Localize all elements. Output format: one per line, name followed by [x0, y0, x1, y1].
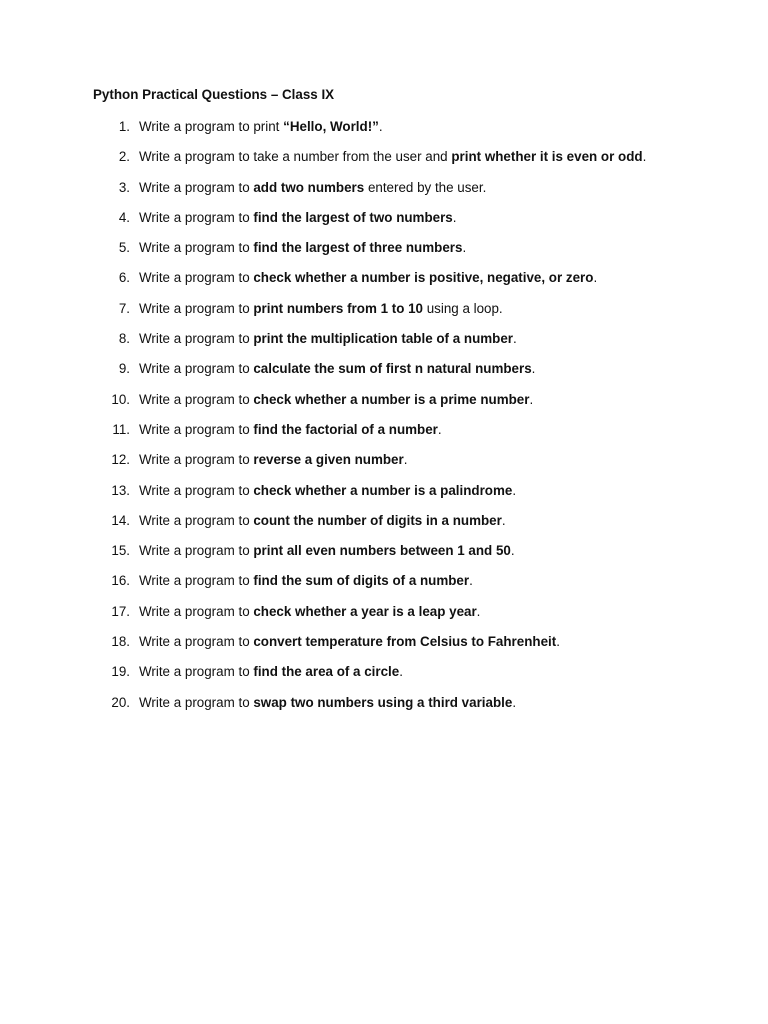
question-emphasis: check whether a year is a leap year [253, 603, 477, 619]
question-number: 3. [118, 179, 130, 195]
question-number: 6. [118, 270, 130, 286]
question-emphasis: calculate the sum of first n natural numbers [253, 361, 532, 377]
question-plain-text: Write a program to [139, 391, 254, 407]
question-tail-text: . [452, 209, 457, 225]
question-number: 14. [111, 512, 130, 528]
question-tail-text: . [513, 331, 517, 347]
question-text [139, 390, 533, 410]
question-plain-text: Write a program to [139, 300, 254, 316]
question-plain-text: Write a program to [139, 331, 254, 347]
question-tail-text: . [403, 452, 408, 468]
question-emphasis: find the area of a circle [253, 664, 400, 680]
question-number: 1. [118, 119, 130, 134]
question-plain-text: Write a program to [139, 209, 254, 225]
question-plain-text: Write a program to [139, 512, 254, 528]
question-tail-text: . [593, 270, 598, 286]
question-number: 20. [111, 694, 130, 710]
question-number: 16. [111, 573, 130, 589]
question-number: 11. [112, 421, 130, 437]
question-text [139, 238, 466, 258]
question-number: 10. [111, 391, 130, 407]
question-emphasis: find the sum of digits of a number [253, 573, 470, 589]
question-emphasis: print all even numbers between 1 and 50 [253, 543, 511, 559]
question-text [139, 299, 503, 319]
question-emphasis: print the multiplication table of a number [253, 331, 513, 347]
question-emphasis: check whether a number is a palindrome [253, 482, 513, 498]
question-text [139, 662, 403, 682]
question-text [139, 208, 456, 228]
question-text [139, 359, 535, 379]
question-number: 18. [111, 634, 130, 650]
question-emphasis: count the number of digits in a number [253, 512, 502, 528]
question-number: 17. [111, 603, 130, 619]
question-emphasis: check whether a number is positive, negative, or zero [253, 270, 594, 286]
question-text [139, 541, 515, 561]
question-plain-text: Write a program to take a number from the user and [139, 149, 452, 165]
question-tail-text: . [642, 149, 647, 165]
question-tail-text: . [476, 603, 481, 619]
question-emphasis: find the factorial of a number [253, 421, 438, 437]
question-number: 9. [118, 361, 130, 377]
question-text [139, 147, 646, 167]
question-text [139, 632, 560, 652]
question-emphasis: reverse a given number [253, 452, 404, 468]
question-tail-text: . [399, 664, 403, 680]
question-tail-text: . [501, 512, 506, 528]
question-tail-text: . [437, 421, 442, 437]
question-plain-text: Write a program to [139, 634, 254, 650]
question-number: 13. [111, 482, 130, 498]
question-plain-text: Write a program to [139, 573, 254, 589]
question-tail-text: . [378, 119, 383, 134]
question-tail-text: . [556, 634, 560, 650]
question-text [139, 329, 517, 349]
question-tail-text: . [469, 573, 473, 589]
question-plain-text: Write a program to print [139, 119, 284, 134]
question-number: 12. [111, 452, 130, 468]
question-tail-text: using a loop. [423, 300, 503, 316]
question-plain-text: Write a program to [139, 452, 254, 468]
question-text [139, 511, 506, 531]
question-plain-text: Write a program to [139, 421, 254, 437]
question-emphasis: find the largest of three numbers [253, 240, 463, 256]
question-plain-text: Write a program to [139, 240, 254, 256]
question-plain-text: Write a program to [139, 694, 254, 710]
question-emphasis: add two numbers [253, 179, 365, 195]
question-emphasis: “Hello, World!” [283, 119, 379, 134]
question-tail-text: . [531, 361, 536, 377]
question-tail-text: . [510, 543, 515, 559]
question-plain-text: Write a program to [139, 179, 254, 195]
question-text [139, 571, 473, 591]
question-plain-text: Write a program to [139, 603, 254, 619]
question-plain-text: Write a program to [139, 482, 254, 498]
question-text [139, 481, 516, 501]
question-text [139, 420, 442, 440]
question-plain-text: Write a program to [139, 361, 254, 377]
question-emphasis: convert temperature from Celsius to Fahrenheit [253, 634, 557, 650]
question-emphasis: find the largest of two numbers [253, 209, 453, 225]
question-plain-text: Write a program to [139, 270, 254, 286]
question-text [139, 693, 516, 713]
question-number: 7. [118, 300, 130, 316]
question-number: 15. [111, 543, 130, 559]
question-plain-text: Write a program to [139, 664, 254, 680]
question-tail-text: . [462, 240, 467, 256]
question-text [139, 117, 383, 137]
page-title: Python Practical Questions – Class IX [93, 87, 335, 102]
question-emphasis: print numbers from 1 to 10 [253, 300, 423, 316]
question-tail-text: . [529, 391, 534, 407]
question-text [139, 178, 486, 198]
question-tail-text: . [512, 694, 517, 710]
question-plain-text: Write a program to [139, 543, 254, 559]
question-number: 5. [118, 240, 130, 256]
question-number: 19. [111, 664, 130, 680]
question-tail-text: entered by the user. [364, 179, 487, 195]
question-text [139, 268, 597, 288]
question-emphasis: check whether a number is a prime number [253, 391, 530, 407]
question-number: 2. [118, 149, 130, 165]
question-text [139, 450, 407, 470]
question-number: 8. [118, 331, 130, 347]
question-tail-text: . [512, 482, 517, 498]
question-number: 4. [118, 209, 130, 225]
question-emphasis: swap two numbers using a third variable [253, 694, 513, 710]
question-text [139, 602, 480, 622]
question-emphasis: print whether it is even or odd [451, 149, 643, 165]
